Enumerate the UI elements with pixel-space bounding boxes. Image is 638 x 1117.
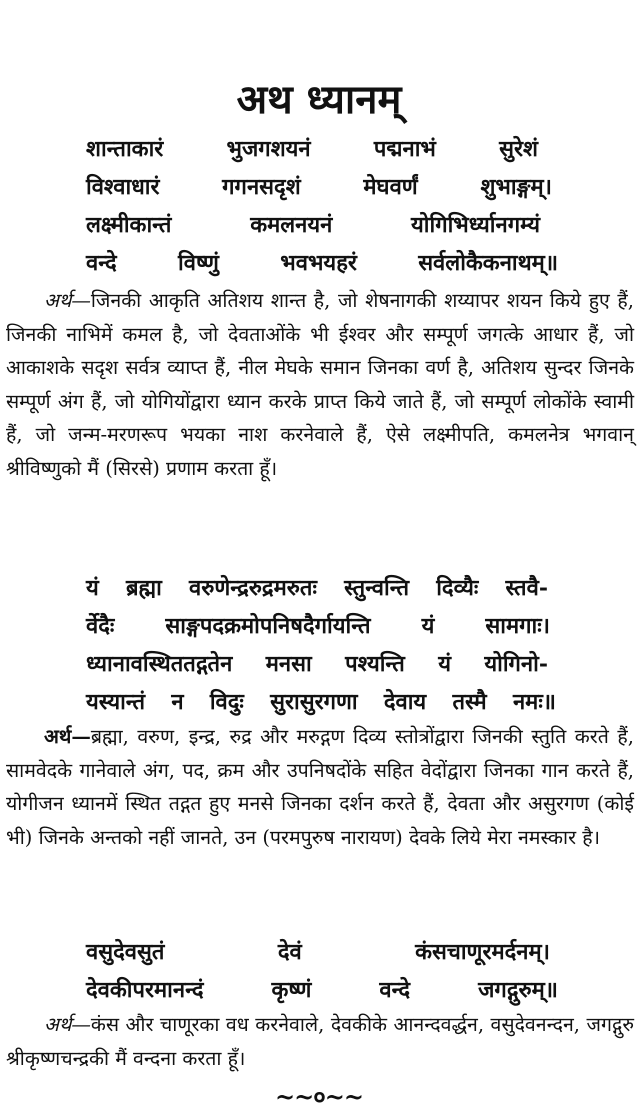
verse-word: विष्णुं — [178, 250, 219, 276]
verse-word: ध्यानावस्थिततद्गतेन — [86, 651, 233, 677]
verse-word: लक्ष्मीकान्तं — [86, 212, 172, 238]
verse-word: ब्रह्मा — [125, 575, 162, 601]
verse-line — [86, 974, 558, 1006]
verse-word: न — [171, 689, 184, 715]
verse-word: सर्वलोकैकनाथम्॥ — [418, 250, 558, 276]
verse-word: पश्यन्ति — [345, 651, 405, 677]
verse-word: दिव्यैः — [436, 575, 479, 601]
verse-word: वन्दे — [86, 250, 117, 276]
verse-word: सुरासुरगणा — [270, 689, 358, 715]
verse-word: तस्मै — [452, 689, 487, 715]
verse-line — [86, 209, 540, 241]
verse-word: देवं — [277, 939, 302, 965]
meaning-text: जिनकी आकृति अतिशय शान्त है, जो शेषनागकी शय्यापर शयन किये हुए हैं, जिनकी नाभिमें कमल है, जो देवताओंके भी ईश्वर और सम्पूर्ण जगत्के आधार हैं, जो आकाशके सदृश सर्वत्र व्याप्त हैं, नील मेघके समान जिनका वर्ण है, अतिशय सुन्दर जिनके सम्पूर्ण अंग हैं, जो योगियोंद्वारा ध्यान करके प्राप्त किये जाते हैं, जो सम्पूर्ण लोकोंके स्वामी हैं, जो जन्म-मरणरूप भयका नाश करनेवाले हैं, ऐसे लक्ष्मीपति, कमलनेत्र भगवान् श्रीविष्णुको मैं (सिरसे) प्रणाम करता हूँ। — [6, 289, 634, 480]
verse-word: सामगाः। — [485, 613, 550, 639]
verse-word: कमलनयनं — [250, 212, 333, 238]
verse-word: स्तुन्वन्ति — [344, 575, 410, 601]
verse-word: वरुणेन्द्ररुद्रमरुतः — [189, 575, 317, 601]
ornament-divider: ~~०~~ — [275, 1082, 363, 1111]
meaning-label: अर्थ— — [44, 1013, 91, 1036]
verse-line — [86, 572, 548, 604]
verse-word: पद्मनाभं — [373, 136, 436, 162]
meaning-paragraph — [6, 284, 634, 485]
verse-line — [86, 686, 556, 718]
verse-line — [86, 648, 548, 680]
verse-word: देवकीपरमानन्दं — [86, 977, 204, 1003]
verse-word: यं — [86, 575, 99, 601]
verse-word: कंसचाणूरमर्दनम्। — [415, 939, 550, 965]
verse-word: यं — [421, 613, 435, 639]
verse-word: साङ्गपदक्रमोपनिषदैर्गायन्ति — [165, 613, 371, 639]
verse-line — [86, 610, 550, 642]
verse-word: यस्यान्तं — [86, 689, 146, 715]
meaning-paragraph — [6, 720, 634, 854]
verse-line — [86, 936, 550, 968]
verse-word: शुभाङ्गम्। — [480, 174, 552, 200]
verse-word: भुजगशयनं — [226, 136, 311, 162]
verse-word: मेघवर्णं — [363, 174, 418, 200]
verse-word: वसुदेवसुतं — [86, 939, 165, 965]
verse-line — [86, 171, 552, 203]
verse-word: सुरेशं — [499, 136, 538, 162]
verse-word: र्वेदैः — [86, 613, 115, 639]
meaning-label: अर्थ— — [44, 725, 91, 748]
verse-word: योगिनो- — [484, 651, 548, 677]
verse-word: मनसा — [265, 651, 312, 677]
verse-word: स्तवै- — [505, 575, 548, 601]
verse-word: वन्दे — [379, 977, 411, 1003]
verse-word: देवाय — [383, 689, 427, 715]
verse-word: यं — [438, 651, 451, 677]
verse-word: नमः॥ — [512, 689, 556, 715]
page-title: अथ ध्यानम् — [236, 76, 402, 123]
verse-word: जगद्गुरुम्॥ — [478, 977, 558, 1003]
meaning-label: अर्थ— — [44, 289, 91, 312]
verse-word: योगिभिर्ध्यानगम्यं — [411, 212, 540, 238]
verse-word: विश्वाधारं — [86, 174, 160, 200]
meaning-text: कंस और चाणूरका वध करनेवाले, देवकीके आनन्दवर्द्धन, वसुदेवनन्दन, जगद्गुरु श्रीकृष्णचन्द्रकी मैं वन्दना करता हूँ। — [6, 1013, 634, 1070]
verse-word: भवभयहरं — [280, 250, 357, 276]
verse-line — [86, 133, 538, 165]
verse-word: कृष्णं — [271, 977, 312, 1003]
verse-word: शान्ताकारं — [86, 136, 164, 162]
verse-word: विदुः — [209, 689, 244, 715]
verse-word: गगनसदृशं — [222, 174, 301, 200]
meaning-text: ब्रह्मा, वरुण, इन्द्र, रुद्र और मरुद्गण दिव्य स्तोत्रोंद्वारा जिनकी स्तुति करते हैं, सामवेदके गानेवाले अंग, पद, क्रम और उपनिषदोंके सहित वेदोंद्वारा जिनका गान करते हैं, योगीजन ध्यानमें स्थित तद्गत हुए मनसे जिनका दर्शन करते हैं, देवता और असुरगण (कोई भी) जिनके अन्तको नहीं जानते, उन (परमपुरुष नारायण) देवके लिये मेरा नमस्कार है। — [6, 725, 634, 849]
verse-line — [86, 247, 558, 279]
meaning-paragraph — [6, 1008, 634, 1075]
